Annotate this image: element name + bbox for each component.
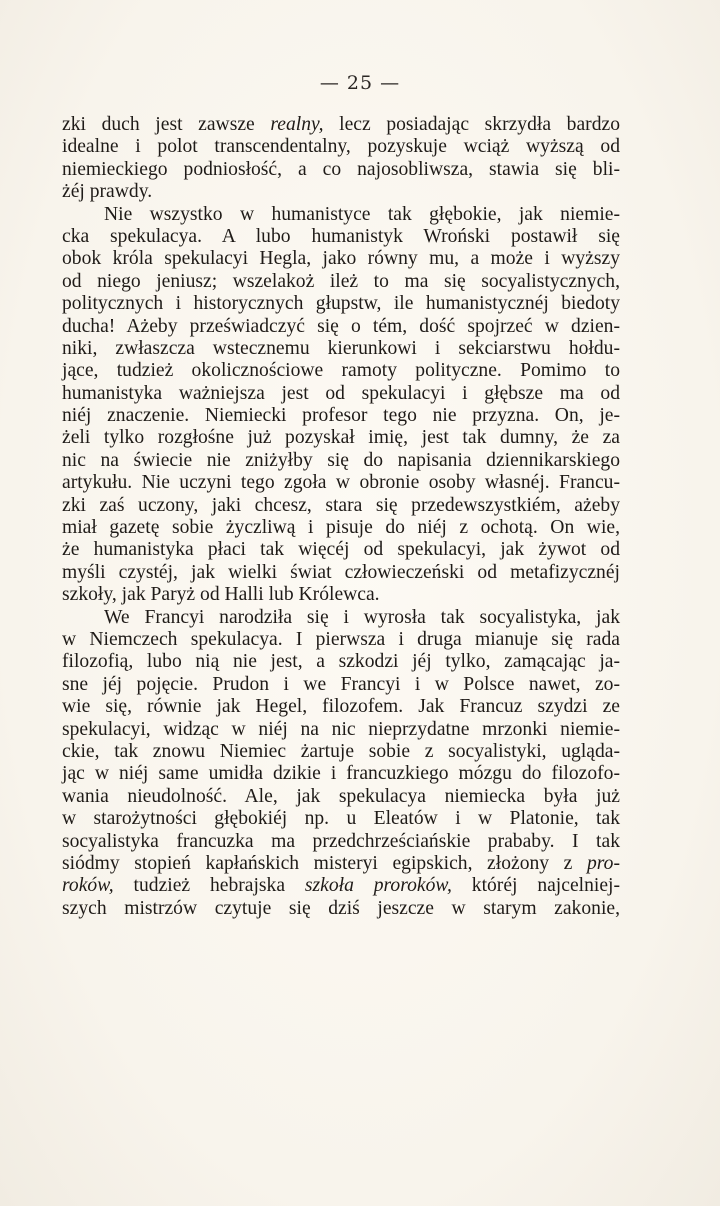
text-line xyxy=(62,181,620,203)
text-line xyxy=(62,427,620,449)
text-span: żéj prawdy. xyxy=(62,181,153,203)
text-span: niki, zwłaszcza wstecznemu kierunkowi i sekciarstwu hołdu- xyxy=(62,337,620,359)
text-line xyxy=(62,741,620,763)
text-span: siódmy stopień kapłańskich misteryi egipskich, złożony z xyxy=(62,852,587,874)
text-span: niéj znaczenie. Niemiecki profesor tego nie przyzna. On, je- xyxy=(62,405,620,427)
text-line xyxy=(62,651,620,673)
text-span: cka spekulacya. A lubo humanistyk Wroński postawił się xyxy=(62,225,620,247)
paragraph xyxy=(62,114,620,204)
text-span: socyalistyka francuzka ma przedchrześciańskie prababy. I tak xyxy=(62,830,620,852)
text-span: zki duch jest zawsze xyxy=(62,114,271,135)
text-span: idealne i polot transcendentalny, pozyskuje wciąż wyższą od xyxy=(62,136,620,158)
text-span: ckie, tak znowu Niemiec żartuje sobie z socyalistyki, ugląda- xyxy=(62,740,620,762)
text-line xyxy=(62,338,620,360)
text-line xyxy=(62,226,620,248)
text-span: politycznych i historycznych głupstw, ile humanistycznéj biedoty xyxy=(62,293,620,315)
text-line xyxy=(62,562,620,584)
text-span: myśli czystéj, jak wielki świat człowieczeński od metafizycznéj xyxy=(62,561,620,583)
text-span: miał gazetę sobie życzliwą i pisuje do niéj z ochotą. On wie, xyxy=(62,517,620,539)
text-line xyxy=(62,763,620,785)
italic-text: szkoła proroków, xyxy=(304,875,452,897)
text-line xyxy=(62,248,620,270)
text-line xyxy=(62,517,620,539)
paragraph xyxy=(62,204,620,607)
text-line xyxy=(62,674,620,696)
text-line xyxy=(62,898,620,920)
text-line xyxy=(62,450,620,472)
text-line xyxy=(62,875,620,897)
italic-text: pro- xyxy=(586,852,620,874)
text-span: jące, tudzież okolicznościowe ramoty polityczne. Pomimo to xyxy=(62,360,620,382)
text-line xyxy=(62,360,620,382)
text-line xyxy=(62,159,620,181)
text-line xyxy=(62,271,620,293)
text-span: od niego jeniusz; wszelakoż ileż to ma się socyalistycznych, xyxy=(62,270,620,292)
italic-text: roków, xyxy=(62,875,114,897)
page-number: — 25 — xyxy=(319,72,401,94)
text-span: sne jéj pojęcie. Prudon i we Francyi i w Polsce nawet, zo- xyxy=(62,673,620,695)
text-span: tudzież hebrajska xyxy=(113,875,305,897)
text-span: szkoły, jak Paryż od Halli lub Królewca. xyxy=(62,584,380,606)
text-line xyxy=(62,853,620,875)
text-span: wie się, równie jak Hegel, filozofem. Jak Francuz szydzi ze xyxy=(62,696,620,718)
text-span: szych mistrzów czytuje się dziś jeszcze w starym zakonie, xyxy=(62,897,620,919)
text-line xyxy=(62,696,620,718)
text-line xyxy=(62,316,620,338)
text-line xyxy=(62,629,620,651)
text-span: filozofią, lubo nią nie jest, a szkodzi jéj tylko, zamącając ja- xyxy=(62,651,620,673)
text-span: artykułu. Nie uczyni tego zgoła w obronie osoby własnéj. Francu- xyxy=(62,472,620,494)
text-line xyxy=(62,136,620,158)
text-span: jąc w niéj same umidła dzikie i francuzkiego mózgu do filozofo- xyxy=(62,763,620,785)
text-line xyxy=(62,786,620,808)
text-line xyxy=(62,831,620,853)
text-line xyxy=(62,204,620,226)
italic-text: realny, xyxy=(270,114,324,135)
text-span: obok króla spekulacyi Hegla, jako równy mu, a może i wyższy xyxy=(62,248,620,270)
text-span: lecz posiadając skrzydła bardzo xyxy=(323,114,620,135)
text-span: wania nieudolność. Ale, jak spekulacya niemiecka była już xyxy=(62,785,620,807)
text-line xyxy=(62,405,620,427)
text-line xyxy=(62,719,620,741)
text-line xyxy=(62,584,620,606)
text-span: We Francyi narodziła się i wyrosła tak socyalistyka, jak xyxy=(104,606,620,628)
text-span: że humanistyka płaci tak więcéj od spekulacyi, jak żywot od xyxy=(62,539,620,561)
text-span: w starożytności głębokiéj np. u Eleatów i w Platonie, tak xyxy=(62,808,620,830)
text-span: Nie wszystko w humanistyce tak głębokie, jak niemie- xyxy=(104,203,620,225)
body-text xyxy=(62,114,620,920)
text-span: ducha! Ażeby przeświadczyć się o tém, dość spojrzeć w dzien- xyxy=(62,315,620,337)
text-span: zki zaś uczony, jaki chcesz, stara się przedewszystkiém, ażeby xyxy=(62,494,620,516)
text-span: w Niemczech spekulacya. I pierwsza i druga mianuje się rada xyxy=(62,628,620,650)
text-span: niemieckiego podniosłość, a co najosobliwsza, stawia się bli- xyxy=(62,158,620,180)
text-line xyxy=(62,383,620,405)
text-line xyxy=(62,607,620,629)
text-span: humanistyka ważniejsza jest od spekulacyi i głębsze ma od xyxy=(62,382,620,404)
text-line xyxy=(62,293,620,315)
text-line xyxy=(62,539,620,561)
text-line xyxy=(62,808,620,830)
text-line xyxy=(62,472,620,494)
text-span: żeli tylko rozgłośne już pozyskał imię, jest tak dumny, że za xyxy=(62,427,620,449)
text-span: spekulacyi, widząc w niéj na nic nieprzydatne mrzonki niemie- xyxy=(62,718,620,740)
text-line xyxy=(62,114,620,136)
text-span: któréj najcelniej- xyxy=(451,875,620,897)
text-line xyxy=(62,495,620,517)
paragraph xyxy=(62,607,620,920)
text-span: nic na świecie nie zniżyłby się do napisania dziennikarskiego xyxy=(62,449,620,471)
